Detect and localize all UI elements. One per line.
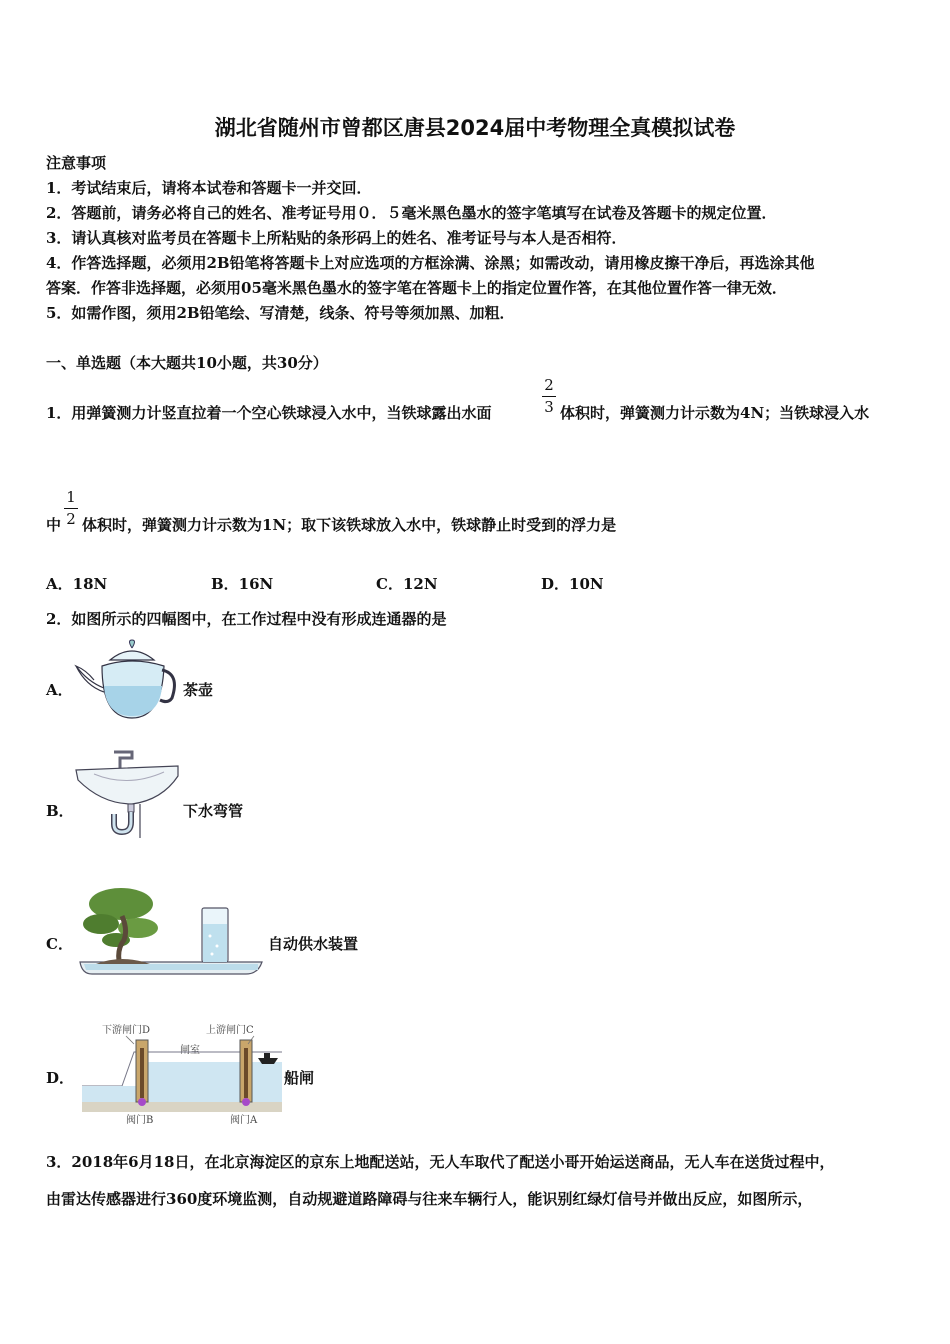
q3-line-1: 3．2018年6月18日，在北京海淀区的京东上地配送站，无人车取代了配送小哥开始运送商品，无人车在送货过程中， xyxy=(46,1153,835,1171)
notice-item: 2．答题前，请务必将自己的姓名、准考证号用０．５毫米黑色墨水的签字笔填写在试卷及答题卡的规定位置． xyxy=(46,204,777,222)
ship-lock-illustration xyxy=(82,1034,282,1112)
lock-label-valve-a: 阀门A xyxy=(230,1115,258,1126)
q1-text-c: 中 xyxy=(46,516,62,534)
notice-item: 3．请认真核对监考员在答题卡上所粘贴的条形码上的姓名、准考证号与本人是否相符． xyxy=(46,229,627,247)
q2-option-b-letter: B． xyxy=(46,802,74,820)
q1-option-b: B．16N xyxy=(211,575,274,593)
notice-item: 4．作答选择题，必须用2B铅笔将答题卡上对应选项的方框涂满、涂黑；如需改动，请用橡皮擦干净后，再选涂其他 xyxy=(46,254,815,272)
notice-item: 1．考试结束后，请将本试卷和答题卡一并交回． xyxy=(46,179,372,197)
q2-option-b-caption: 下水弯管 xyxy=(183,802,244,820)
q1-option-d: D．10N xyxy=(541,575,604,593)
q1-text-b: 体积时，弹簧测力计示数为4N；当铁球浸入水 xyxy=(560,404,870,422)
q2-option-d-caption: 船闸 xyxy=(284,1069,315,1087)
q2-stem: 2．如图所示的四幅图中，在工作过程中没有形成连通器的是 xyxy=(46,610,447,628)
fraction-denominator: 3 xyxy=(544,398,554,416)
teapot-illustration xyxy=(72,640,182,722)
sink-illustration xyxy=(72,748,182,840)
q3-line-2: 由雷达传感器进行360度环境监测，自动规避道路障碍与往来车辆行人，能识别红绿灯信号并做出反应，如图所示， xyxy=(46,1190,813,1208)
fraction-numerator: 1 xyxy=(66,488,76,506)
notice-item: 5．如需作图，须用2B铅笔绘、写清楚，线条、符号等须加黑、加粗． xyxy=(46,304,515,322)
fraction-two-thirds xyxy=(542,378,556,415)
notice-item: 答案．作答非选择题，必须用05毫米黑色墨水的签字笔在答题卡上的指定位置作答，在其他位置作答一律无效． xyxy=(46,279,787,297)
section-heading: 一、单选题（本大题共10小题，共30分） xyxy=(46,354,328,372)
q1-option-a: A．18N xyxy=(46,575,108,593)
notice-heading: 注意事项 xyxy=(46,154,107,172)
q2-option-a-caption: 茶壶 xyxy=(183,681,214,699)
q1-text-a: 1．用弹簧测力计竖直拉着一个空心铁球浸入水中，当铁球露出水面 xyxy=(46,404,492,422)
q2-option-c-letter: C． xyxy=(46,935,73,953)
lock-label-gate-d: 下游闸门D xyxy=(102,1025,151,1036)
auto-water-supply-illustration xyxy=(76,880,266,980)
q2-option-d-letter: D． xyxy=(46,1069,75,1087)
q1-option-c: C．12N xyxy=(376,575,438,593)
q2-option-c-caption: 自动供水装置 xyxy=(268,935,359,953)
lock-label-chamber: 闸室 xyxy=(180,1045,200,1056)
fraction-denominator: 2 xyxy=(66,510,76,528)
fraction-numerator: 2 xyxy=(544,376,554,394)
q2-option-a-letter: A． xyxy=(46,681,73,699)
page-title: 湖北省随州市曾都区唐县2024届中考物理全真模拟试卷 xyxy=(214,116,736,140)
lock-label-gate-c: 上游闸门C xyxy=(206,1025,254,1036)
lock-label-valve-b: 阀门B xyxy=(126,1115,154,1126)
fraction-one-half xyxy=(64,490,78,527)
q1-text-d: 体积时，弹簧测力计示数为1N；取下该铁球放入水中，铁球静止时受到的浮力是 xyxy=(82,516,617,534)
